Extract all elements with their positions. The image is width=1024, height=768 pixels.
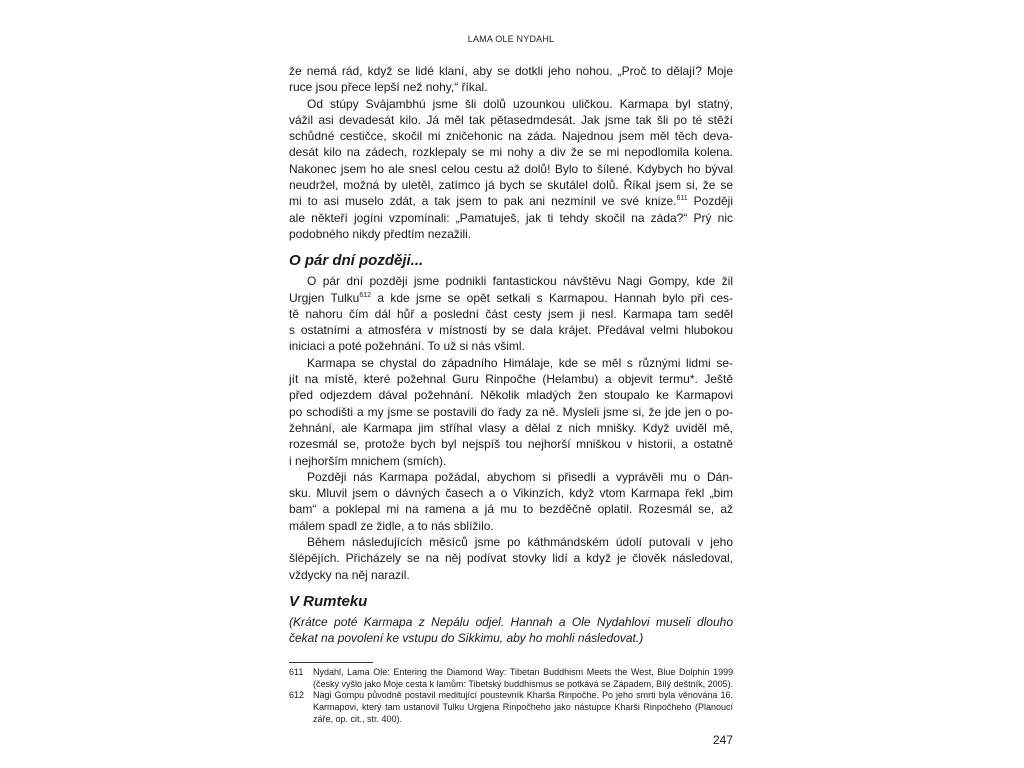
text-line: tě nahoru čím dál hůř a poslední část cesty jsem ji nesl. Karmapa tam seděl: [289, 306, 733, 321]
text-line: bam“ a poklepal mi na ramena a já mu to bezděčně oplatil. Rozesmál se, až: [289, 502, 733, 517]
text-line: šlépějích. Přicházely se na něj podívat stovky lidí a když je člověk následoval,: [289, 551, 733, 566]
text-line: Během následujících měsíců jsme po káthmándském údolí putovali v jeho: [307, 535, 733, 550]
text-line: čekat na povolení ke vstupu do Sikkimu, aby ho mohli následovat.): [289, 631, 644, 646]
footnote-line: Karmapovi, který tam ustanovil Tulku Urgjena Rinpočheho jako nástupce Kharši Rinpočheho (Planoucí: [313, 702, 733, 713]
footnote-line: (česky vyšlo jako Moje cesta k lamům: Tibetský buddhismus se potkává se Západem, Bílý deštník, 2005).: [313, 678, 734, 689]
running-head: LAMA OLE NYDAHL: [467, 34, 555, 44]
footnote-ref[interactable]: 612: [359, 291, 372, 299]
text-segment: a kde jsme se opět setkali s Karmapou. Hannah bylo při ces-: [371, 290, 733, 305]
paragraph: [289, 63, 733, 96]
text-line: vážil asi devadesát kilo. Já měl tak pětasedmdesát. Jak jsme tak šli po té stěží: [289, 112, 733, 127]
footnote-divider: [289, 662, 373, 663]
footnote-ref[interactable]: 611: [676, 195, 688, 203]
text-line: O pár dní později jsme podnikli fantastickou návštěvu Nagi Gompy, kde žil: [307, 274, 733, 289]
footnote: [289, 690, 733, 725]
text-line: iniciaci a poté požehnání. To už si nás všiml.: [289, 339, 525, 354]
text-line: i nejhorším mnichem (smích).: [289, 453, 447, 468]
paragraph: [289, 469, 733, 534]
text-line: Nakonec jsem ho ale snesl celou cestu až dolů! Bylo to šílené. Kdybych ho býval: [289, 161, 733, 176]
text-line: ruce jsou přece lepší než nohy,“ říkal.: [289, 80, 488, 95]
text-line: rozesmál se, protože bych byl nejspíš tou nejhorší mniškou v historii, a ostatně: [289, 437, 733, 452]
footnote-line: Nydahl, Lama Ole: Entering the Diamond Way: Tibetan Buddhism Meets the West, Blue Dolphin 1999: [313, 667, 734, 677]
footnote-text: [313, 690, 733, 725]
text-line: podobného nikdy předtím nezažili.: [289, 226, 472, 241]
text-line: vždycky na něj narazil.: [289, 567, 410, 582]
text-line: málem spadl ze židle, a to nás sblížilo.: [289, 518, 494, 533]
text-segment: Později: [687, 194, 733, 209]
section-heading: V Rumteku: [289, 592, 368, 610]
section-heading: O pár dní později...: [289, 252, 424, 270]
paragraph: [289, 96, 733, 243]
text-line: žehnání, ale Karmapa jim stříhal vlasy a dělal z nich mnišky. Když uviděl mě,: [289, 420, 733, 435]
text-segment: Urgjen Tulku: [289, 290, 360, 305]
page-number: 247: [712, 733, 733, 747]
text-line: ale někteří jogíni vzpomínali: „Pamatuješ, jak ti tehdy skočil na záda?“ Prý nic: [289, 210, 733, 225]
paragraph: [289, 273, 733, 354]
text-segment: mi to asi muselo zdát, a tak jsem to pak ani nezmínil ve své knize.: [289, 194, 677, 209]
footnote-number: 611: [289, 667, 304, 677]
italic-note: [289, 614, 733, 647]
paragraph: [289, 534, 733, 583]
text-line: sku. Mluvil jsem o dávných časech a o Vikinzích, když vtom Karmapa řekl „bim: [289, 486, 733, 501]
text-line: Od stúpy Svájambhú jsme šli dolů uzounkou uličkou. Karmapa byl statný,: [307, 96, 733, 111]
text-line: Později nás Karmapa požádal, abychom si přisedli a vyprávěli mu o Dán-: [307, 469, 733, 484]
text-line: Karmapa se chystal do západního Himálaje, kde se měl s různými lidmi se-: [307, 355, 733, 370]
text-line: (Krátce poté Karmapa z Nepálu odjel. Hannah a Ole Nydahlovi museli dlouho: [289, 614, 733, 629]
text-line: schůdné cestičce, skočil mi zničehonic na záda. Najednou jsem měl těch deva-: [289, 129, 733, 144]
footnote-text: [313, 667, 733, 690]
footnote-line: záře, op. cit., str. 400).: [313, 713, 403, 724]
text-line: že nemá rád, když se lidé klaní, aby se dotkli jeho nohou. „Proč to dělají? Moje: [289, 64, 733, 78]
body-text: [289, 63, 733, 647]
footnote-number: 612: [289, 690, 305, 701]
footnote: [289, 667, 733, 690]
text-line: s ostatními a atmosféra v místnosti by se dala krájet. Předával velmi hlubokou: [289, 323, 733, 338]
text-line: neudržel, možná by uletěl, zatímco já bych se skutálel dolů. Říkal jsem si, že se: [289, 178, 733, 193]
footnotes: [289, 667, 733, 726]
paragraph: [289, 355, 733, 469]
text-line: desát kilo na zádech, rozklepaly se mi nohy a div že se mi nepodlomila kolena.: [289, 145, 733, 160]
text-line: po schodišti a my jsme se postavili do řady za ně. Mysleli jsme si, že jde jen o po-: [289, 404, 733, 419]
text-line: [289, 193, 733, 209]
text-line: [289, 290, 733, 306]
text-line: před odjezdem dával požehnání. Několik mladých žen stoupalo ke Karmapovi: [289, 388, 733, 403]
text-line: jít na místě, které požehnal Guru Rinpočhe (Helambu) a objevit termu*. Ještě: [289, 372, 733, 387]
footnote-line: Nagi Gompu původně postavil meditující poustevník Kharša Rinpočhe. Po jeho smrti byla věnována 16.: [313, 690, 733, 701]
